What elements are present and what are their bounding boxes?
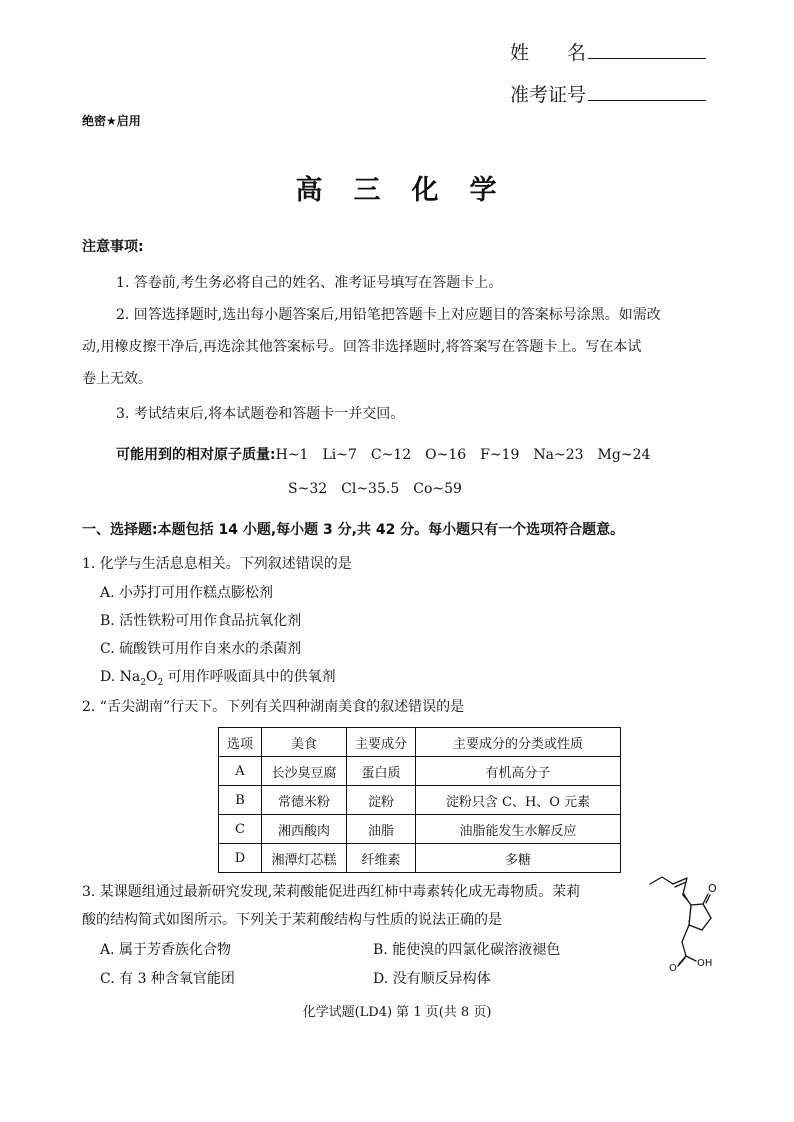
name-blank xyxy=(588,42,706,59)
acid-oxygen-label: O xyxy=(669,963,677,974)
atomic-masses-line2: S~32 Cl~35.5 Co~59 xyxy=(288,481,462,497)
q1-option-d xyxy=(100,666,336,688)
table-cell: 常德米粉 xyxy=(262,786,347,815)
q2-table xyxy=(218,727,621,873)
table-row xyxy=(219,844,621,873)
q3-stem-line2: 酸的结构简式如图所示。下列关于茉莉酸结构与性质的说法正确的是 xyxy=(82,912,502,928)
q3-stem-line1: 3. 某课题组通过最新研究发现,茉莉酸能促进西红柿中毒素转化成无毒物质。茉莉 xyxy=(82,884,581,900)
table-cell: 淀粉只含 C、H、O 元素 xyxy=(416,786,621,815)
notice-item-3: 3. 考试结束后,将本试题卷和答题卡一并交回。 xyxy=(116,406,405,422)
q3-option-c: C. 有 3 种含氧官能团 xyxy=(100,971,235,987)
atomic-masses-values-1: H~1 Li~7 C~12 O~16 F~19 Na~23 Mg~24 xyxy=(275,447,651,463)
id-field xyxy=(510,80,706,107)
notice-item-2: 2. 回答选择题时,选出每小题答案后,用铅笔把答题卡上对应题目的答案标号涂黑。如需改 xyxy=(116,307,661,323)
q2-stem: 2. “舌尖湖南”行天下。下列有关四种湖南美食的叙述错误的是 xyxy=(82,699,465,715)
notice-item-2-end: 卷上无效。 xyxy=(82,371,152,387)
notice-item-1: 1. 答卷前,考生务必将自己的姓名、准考证号填写在答题卡上。 xyxy=(116,275,503,291)
q1-option-a: A. 小苏打可用作糕点膨松剂 xyxy=(100,585,274,601)
q3-option-a: A. 属于芳香族化合物 xyxy=(100,942,232,958)
table-cell: 湘潭灯芯糕 xyxy=(262,844,347,873)
q1-option-d-sub1: 2 xyxy=(140,677,146,688)
page-footer: 化学试题(LD4) 第 1 页(共 8 页) xyxy=(302,1005,492,1020)
table-row xyxy=(219,757,621,786)
table-cell: C xyxy=(219,815,262,844)
q3-option-d: D. 没有顺反异构体 xyxy=(373,971,491,987)
name-field xyxy=(510,38,706,65)
section-heading: 一、选择题:本题包括 14 小题,每小题 3 分,共 42 分。每小题只有一个选项符合题意。 xyxy=(82,522,625,538)
table-header-cell: 主要成分的分类或性质 xyxy=(416,728,621,757)
table-header-row xyxy=(219,728,621,757)
notice-item-2-cont: 动,用橡皮擦干净后,再选涂其他答案标号。回答非选择题时,将答案写在答题卡上。写在本试 xyxy=(82,339,642,355)
table-cell: B xyxy=(219,786,262,815)
table-cell: 有机高分子 xyxy=(416,757,621,786)
table-cell: 多糖 xyxy=(416,844,621,873)
q1-option-d-sub2: 2 xyxy=(157,677,164,688)
atomic-masses-line1 xyxy=(116,444,650,464)
name-label: 姓 名 xyxy=(510,42,587,64)
q1-option-c: C. 硫酸铁可用作自来水的杀菌剂 xyxy=(100,641,302,657)
acid-oh-label: OH xyxy=(697,958,713,969)
id-label: 准考证号 xyxy=(510,84,587,106)
table-cell: 蛋白质 xyxy=(347,757,416,786)
table-row xyxy=(219,815,621,844)
table-header-cell: 选项 xyxy=(219,728,262,757)
table-cell: 淀粉 xyxy=(347,786,416,815)
table-cell: 湘西酸肉 xyxy=(262,815,347,844)
table-cell: 纤维素 xyxy=(347,844,416,873)
jasmonic-acid-structure xyxy=(648,872,748,976)
table-cell: A xyxy=(219,757,262,786)
q1-option-b: B. 活性铁粉可用作食品抗氧化剂 xyxy=(100,613,302,629)
notice-heading: 注意事项: xyxy=(82,239,144,255)
table-row xyxy=(219,786,621,815)
secret-mark: 绝密★启用 xyxy=(82,114,141,128)
q3-option-b: B. 能使溴的四氯化碳溶液褪色 xyxy=(373,942,561,958)
table-cell: 长沙臭豆腐 xyxy=(262,757,347,786)
table-cell: 油脂能发生水解反应 xyxy=(416,815,621,844)
q1-stem: 1. 化学与生活息息相关。下列叙述错误的是 xyxy=(82,556,352,572)
q1-option-d-mid: O xyxy=(145,669,158,685)
table-header-cell: 主要成分 xyxy=(347,728,416,757)
id-blank xyxy=(588,84,706,101)
q1-option-d-suffix: 可用作呼吸面具中的供氧剂 xyxy=(163,669,336,685)
ketone-oxygen-label: O xyxy=(708,882,717,895)
q1-option-d-prefix: D. Na xyxy=(100,669,141,685)
table-cell: D xyxy=(219,844,262,873)
table-cell: 油脂 xyxy=(347,815,416,844)
table-header-cell: 美食 xyxy=(262,728,347,757)
page-title: 高 三 化 学 xyxy=(295,175,499,206)
atomic-masses-label: 可能用到的相对原子质量: xyxy=(116,447,276,463)
